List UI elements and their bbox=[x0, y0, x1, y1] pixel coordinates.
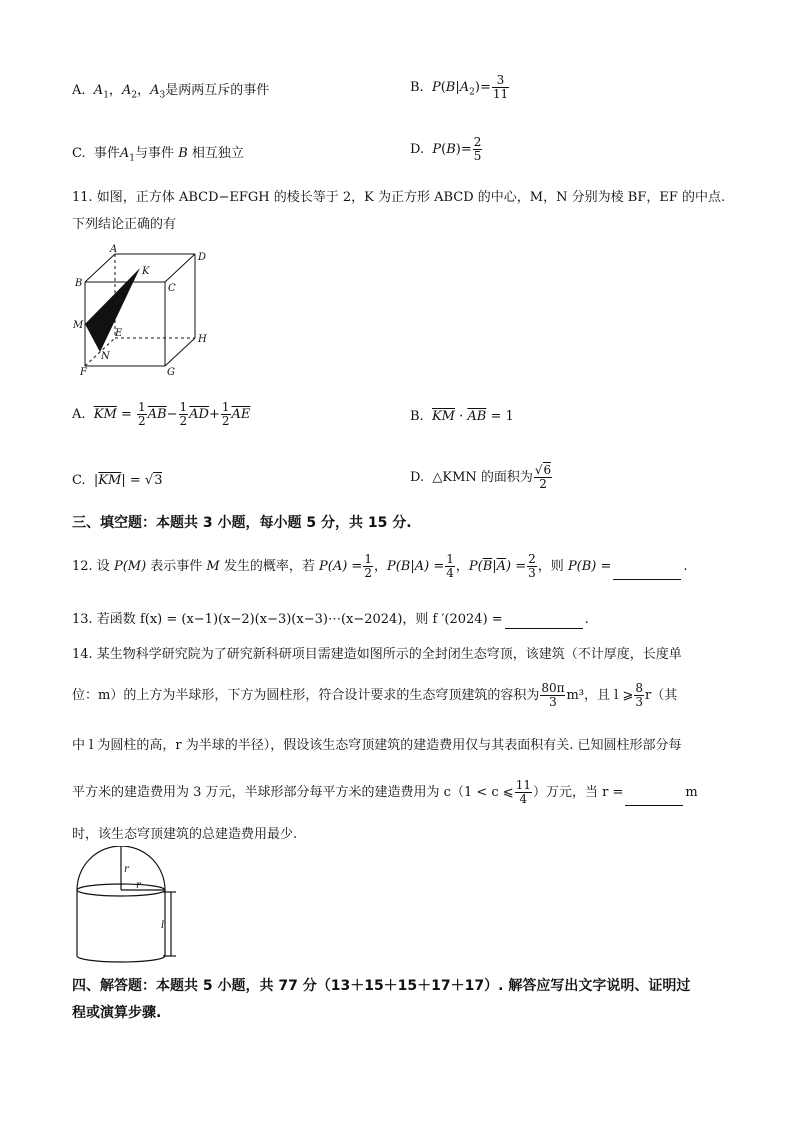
q10-option-a: A. $A_1$，$A_2$，$A_3$是两两互斥的事件 bbox=[72, 83, 270, 101]
q11-option-a: A. $\overline{KM}$ = $\frac{1}{2}$ $\overline{AB}-$ $\frac{1}{2}$ $\overline{AD}+$ $\frac{1}{2}$ $\overline{AE}$ bbox=[72, 400, 251, 428]
label-c: C bbox=[168, 283, 176, 294]
triangle-kmn bbox=[85, 268, 140, 352]
cube-figure bbox=[70, 244, 220, 379]
section-4-heading-line2: 程或演算步骤. bbox=[72, 1005, 162, 1021]
label-r-vertical: r bbox=[124, 864, 129, 875]
label-m: M bbox=[73, 320, 84, 331]
label-l: l bbox=[161, 920, 165, 931]
q10-option-d: D. P(B)= $\frac{2}{5}$ bbox=[410, 135, 482, 163]
q10-option-b: B. $P(B|A_2)=$ $\frac{3}{11}$ bbox=[410, 73, 509, 101]
label-r-horizontal: r bbox=[136, 880, 141, 891]
label-e: E bbox=[115, 328, 123, 339]
label-f: F bbox=[80, 367, 87, 378]
q14-answer-blank[interactable] bbox=[625, 791, 683, 806]
q12-line: 12. 设 P(M) 表示事件 M 发生的概率，若 P(A) = $\frac{1}{2}$ ，P(B|A) = $\frac{1}{4}$ ，$P(\overline{B}|\overline{A})$ = $\frac{2}{3}$ ，则 P(B) = . bbox=[72, 552, 688, 580]
label-d: D bbox=[198, 252, 207, 263]
label-b: B bbox=[75, 278, 83, 289]
label-h: H bbox=[198, 334, 207, 345]
q12-answer-blank[interactable] bbox=[613, 565, 681, 580]
q11-option-d: D. △KMN 的面积为 $\frac{√6}{2}$ bbox=[410, 463, 552, 491]
label-a: A bbox=[110, 244, 118, 255]
label-k: K bbox=[142, 266, 150, 277]
section-4-heading-line1: 四、解答题：本题共 5 小题，共 77 分（13＋15＋15＋17＋17）. 解答应写出文字说明、证明过 bbox=[72, 978, 691, 994]
label-g: G bbox=[167, 367, 175, 378]
q11-option-b: B. $\overline{KM} \cdot \overline{AB} = 1$ bbox=[410, 409, 514, 424]
q11-stem-line2: 下列结论正确的有 bbox=[72, 217, 177, 232]
q13-line: 13. 若函数 f(x) = (x−1)(x−2)(x−3)(x−3)⋯(x−2024)，则 f ′(2024) = . bbox=[72, 612, 589, 627]
q14-line4: 平方米的建造费用为 3 万元，半球形部分每平方米的建造费用为 c（1 < c ⩽ $\frac{11}{4}$ ）万元，当 r = m bbox=[72, 778, 698, 806]
q11-option-c: C. $|\overline{KM}| = √3$ bbox=[72, 473, 163, 488]
q10-option-c: C. 事件$A_1$与事件 B 相互独立 bbox=[72, 146, 244, 164]
q14-line2: 位：m）的上方为半球形，下方为圆柱形，符合设计要求的生态穹顶建筑的容积为 $\frac{80\pi}{3}$ m³，且 l ⩾ $\frac{8}{3}$ r（其 bbox=[72, 681, 678, 709]
dome-figure bbox=[70, 846, 185, 968]
section-3-heading: 三、填空题：本题共 3 小题，每小题 5 分，共 15 分. bbox=[72, 515, 412, 531]
q14-line3: 中 l 为圆柱的高，r 为半球的半径），假设该生态穹顶建筑的建造费用仅与其表面积有关. 已知圆柱形部分每 bbox=[72, 738, 682, 753]
q14-line5: 时，该生态穹顶建筑的总建造费用最少. bbox=[72, 827, 298, 842]
q11-stem-line1: 11. 如图，正方体 ABCD−EFGH 的棱长等于 2，K 为正方形 ABCD 的中心，M，N 分别为棱 BF，EF 的中点. bbox=[72, 190, 726, 205]
q13-answer-blank[interactable] bbox=[505, 614, 583, 629]
label-n: N bbox=[101, 351, 110, 362]
q14-line1: 14. 某生物科学研究院为了研究新科研项目需建造如图所示的全封闭生态穹顶，该建筑（不计厚度，长度单 bbox=[72, 647, 682, 662]
